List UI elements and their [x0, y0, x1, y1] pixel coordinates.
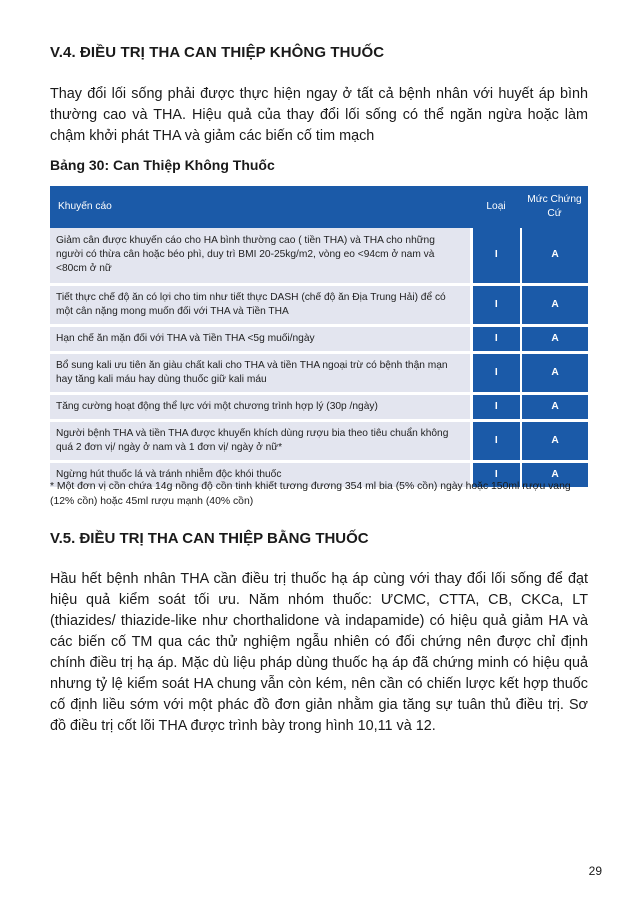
section-heading-drug: V.5. ĐIỀU TRỊ THA CAN THIỆP BẰNG THUỐC: [50, 530, 369, 547]
table-row: [50, 228, 588, 284]
table-row: [50, 352, 588, 393]
recommendation-cell: Ngừng hút thuốc lá và tránh nhiễm độc khói thuốc: [50, 461, 471, 488]
table-row: [50, 393, 588, 420]
table-header-row: [50, 186, 588, 228]
table-row: [50, 325, 588, 352]
level-cell: A: [521, 228, 588, 284]
recommendation-cell: Tăng cường hoạt động thể lực với một chương trình hợp lý (30p /ngày): [50, 393, 471, 420]
class-cell: I: [471, 393, 521, 420]
class-cell: I: [471, 352, 521, 393]
recommendation-cell: Hạn chế ăn mặn đối với THA và Tiền THA <5g muối/ngày: [50, 325, 471, 352]
recommendation-cell: Tiết thực chế độ ăn có lợi cho tim như tiết thực DASH (chế độ ăn Địa Trung Hải) để có một cân nặng mong muốn đối với THA và Tiền THA: [50, 284, 471, 325]
recommendations-table: [50, 186, 588, 490]
class-cell: I: [471, 420, 521, 461]
recommendation-cell: Giảm cân được khuyến cáo cho HA bình thường cao ( tiền THA) và THA cho những người có thừa cân hoặc béo phì, duy trì BMI 20-25kg/m2, vòng eo <94cm ở nam và <80cm ở nữ: [50, 228, 471, 284]
table-footnote: * Một đơn vị cồn chứa 14g nồng độ cồn tinh khiết tương đương 354 ml bia (5% cồn) ngày hoặc 150ml rượu vang (12% cồn) hoặc 45ml rượu mạnh (40% cồn): [50, 481, 571, 507]
class-cell: I: [471, 325, 521, 352]
page-number: 29: [588, 864, 602, 878]
table-row: [50, 420, 588, 461]
recommendation-cell: Bổ sung kali ưu tiên ăn giàu chất kali cho THA và tiền THA ngoại trừ có bệnh thận mạn hay tăng kali máu hay dùng thuốc giữ kali máu: [50, 352, 471, 393]
level-cell: A: [521, 325, 588, 352]
class-cell: I: [471, 228, 521, 284]
level-cell: A: [521, 420, 588, 461]
recommendation-cell: Người bệnh THA và tiền THA được khuyến khích dùng rượu bia theo tiêu chuẩn không quá 2 đơn vị/ ngày ở nam và 1 đơn vị/ ngày ở nữ*: [50, 420, 471, 461]
header-evidence-level: Mức Chứng Cứ: [521, 186, 588, 228]
level-cell: A: [521, 284, 588, 325]
level-cell: A: [521, 461, 588, 488]
header-recommendation: Khuyến cáo: [50, 186, 471, 228]
level-cell: A: [521, 393, 588, 420]
section-heading-non-drug: V.4. ĐIỀU TRỊ THA CAN THIỆP KHÔNG THUỐC: [50, 44, 385, 61]
header-class: Loại: [471, 186, 521, 228]
class-cell: I: [471, 461, 521, 488]
level-cell: A: [521, 352, 588, 393]
class-cell: I: [471, 284, 521, 325]
section-paragraph-lifestyle: Thay đổi lối sống phải được thực hiện ngay ở tất cả bệnh nhân với huyết áp bình thường cao và THA. Hiệu quả của thay đổi lối sống có thể ngăn ngừa hoặc làm chậm khởi phát THA và giảm các biến cố tim mạch: [50, 86, 588, 144]
table-caption: Bảng 30: Can Thiệp Không Thuốc: [50, 157, 275, 173]
table-row: [50, 284, 588, 325]
section-paragraph-drug: Hầu hết bệnh nhân THA cần điều trị thuốc hạ áp cùng với thay đổi lối sống để đạt hiệu quả kiểm soát tối ưu. Năm nhóm thuốc: ƯCMC, CTTA, CB, CKCa, LT (thiazides/ thiazide-like như chorthalidone và indapamide) có hiệu quả giảm HA và các biến cố TM qua các thử nghiệm ngẫu nhiên có đối chứng nên được chỉ định chính điều trị hạ áp. Mặc dù liệu pháp dùng thuốc hạ áp đã chứng minh có hiệu quả nhưng tỷ lệ kiểm soát HA chung vẫn còn kém, nên cần có chiến lược kết hợp thuốc cố định liều sớm với một phác đồ đơn giản nhằm gia tăng sự tuân thủ điều trị. Sơ đồ điều trị cốt lõi THA được trình bày trong hình 10,11 và 12.: [50, 571, 588, 734]
